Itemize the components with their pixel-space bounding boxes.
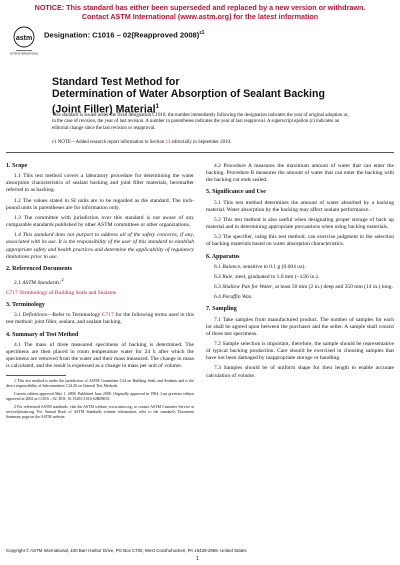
section-heading-summary: 4. Summary of Test Method [6, 331, 79, 338]
paragraph-7-2: 7.2 Sample selection is important, therefore, the sample should be representative of typical backing production. Care should be exercised in choosing samples that have not been damaged by inappropriate storage or handling. [206, 340, 394, 362]
title-line-1: Standard Test Method for [52, 76, 180, 88]
section-13-link[interactable]: 13 [165, 140, 171, 145]
footnote-1b: Current edition approved May 1, 2008. Published June 2008. Originally approved in 1984. Last previous edition approved in 2002 as C1016 – 02. DOI: 10.1520/C1016-02R08E01. [6, 392, 194, 402]
section-heading-scope: 1. Scope [6, 163, 28, 169]
paragraph-1-1: 1.1 This test method covers a laboratory procedure for determining the water absorption characteristics of sealant backing and joint filler materials, hereinafter referred to as backing. [6, 173, 194, 194]
header-divider [6, 152, 394, 153]
title-line-3: (Joint Filler) Material$^1$ [52, 103, 159, 116]
left-column [6, 163, 194, 423]
notice-line-1: NOTICE: This standard has either been superseded and replaced by a new version or withdrawn. [34, 3, 366, 12]
paragraph-7-1: 7.1 Take samples from manufactured product. The number of samples for each lot shall be agreed upon between the purchaser and the seller. A sample shall consist of three test specimens. [206, 316, 394, 337]
section-heading-sampling: 7. Sampling [206, 306, 237, 313]
paragraph-2-1: 2.1 ASTM Standards:$^2$ [14, 277, 64, 286]
paragraph-5-2: 5.2 This test method is also useful when designating proper storage of back up material and in determining appropriate precautions when using backing materials. [206, 216, 394, 231]
paragraph-1-2: 1.2 The values stated in SI units are to be regarded as the standard. The inch-pound units in parentheses are for information only. [6, 197, 194, 211]
paragraph-4-1: 4.1 The mass of three measured specimens of backing is determined. The specimens are then placed in room temperature water for 24 h after which the specimens are removed from the water and their mass measured. The change in mass is calculated, and the result is expressed as a change in mass per unit of volume. [6, 341, 194, 370]
paragraph-3-1: 3.1 Definitions—Refer to Terminology C717 for the following terms used in this test method: joint filler, sealant, and sealant backing. [6, 312, 195, 326]
footnote-1: 1 This test method is under the jurisdiction of ASTM Committee C24 on Building Seals and Sealants and is the direct responsibility of Subcommittee C24.20 on General Test Methods. [6, 379, 194, 389]
svg-text:astm: astm [15, 35, 33, 42]
apparatus-6-2: 6.2 Rule, steel, graduated to 1.0 mm (~1⁄26 in.). [214, 273, 320, 280]
paragraph-5-3: 5.3 The specifier, using this test method, can exercise judgment in the selection of backing materials based on water absorption characteristics. [206, 234, 394, 248]
paragraph-5-1: 5.1 This test method determines the amount of water absorbed by a backing material. Water absorption by the backing may affect sealant performance. [206, 199, 394, 213]
astm-logo [9, 26, 39, 56]
footnote-divider [6, 375, 66, 376]
section-heading-apparatus: 6. Apparatus [206, 253, 240, 260]
section-heading-significance: 5. Significance and Use [206, 189, 266, 196]
referenced-standard-c717[interactable]: C717 Terminology of Building Seals and Sealants [6, 290, 117, 297]
page-number: 1 [196, 556, 199, 562]
paragraph-1-3: 1.3 The committee with jurisdiction over this standard is not aware of any comparable standards published by other ASTM committees or other organizations. [6, 214, 194, 229]
supersede-notice [0, 3, 400, 21]
paragraph-7-3: 7.3 Samples should be of uniform shape for their length to enable accurate calculation of volume. [206, 365, 394, 379]
title-line-2: Determination of Water Absorption of Sealant Backing [52, 88, 325, 101]
right-column [206, 163, 394, 383]
apparatus-6-4: 6.4 Paraffin Wax. [214, 294, 253, 301]
document-title [52, 76, 372, 116]
c717-link[interactable]: C717 [101, 312, 114, 319]
logo-label: ASTM INTERNATIONAL [9, 52, 39, 56]
section-heading-referenced: 2. Referenced Documents [6, 265, 73, 272]
astm-logo-icon [9, 26, 39, 56]
apparatus-6-3: 6.3 Shallow Pan for Water, at least 50 mm (2 in.) deep and 350 mm (14 in.) long. [214, 284, 393, 291]
apparatus-6-1: 6.1 Balance, sensitive to 0.1 g (0.004 oz). [214, 263, 306, 270]
designation: Designation: C1016 – 02(Reapproved 2008)$^{\varepsilon 1}$ [44, 30, 205, 40]
copyright-footer: Copyright © ASTM International, 100 Barr Harbor Drive, PO Box C700, West Conshohocken, PA 19428-2959. United States [6, 548, 247, 553]
footnote-2: 2 For referenced ASTM standards, visit the ASTM website, www.astm.org, or contact ASTM Customer Service at service@astm.org. For Annual Book of ASTM Standards volume information, refer to the standard's Document Summary page on the ASTM website. [6, 405, 194, 420]
issued-note: This standard is issued under the fixed designation C1016; the number immediately following the designation indicates the year of original adoption or, in the case of revision, the year of last revision. A number in parentheses indicates the year of last reapproval. A superscript epsilon (ε) indicates an editorial change since the last revision or reapproval. [52, 113, 349, 131]
paragraph-4-2: 4.2 Procedure A measures the maximum amount of water that can enter the backing. Procedure B measures the amount of water that can enter the backing with the backing cut ends sealed. [206, 163, 394, 184]
epsilon-note: ε1 NOTE—Added research report information to Section 13 editorially in September 2010. [52, 140, 232, 145]
paragraph-1-4: 1.4 This standard does not purport to address all of the safety concerns, if any, associated with its use. It is the responsibility of the user of this standard to establish appropriate safety and health practices and determine the applicability of regulatory limitations prior to use. [6, 232, 194, 260]
notice-line-2: Contact ASTM International (www.astm.org) for the latest information [81, 12, 319, 21]
section-heading-terminology: 3. Terminology [6, 302, 45, 309]
